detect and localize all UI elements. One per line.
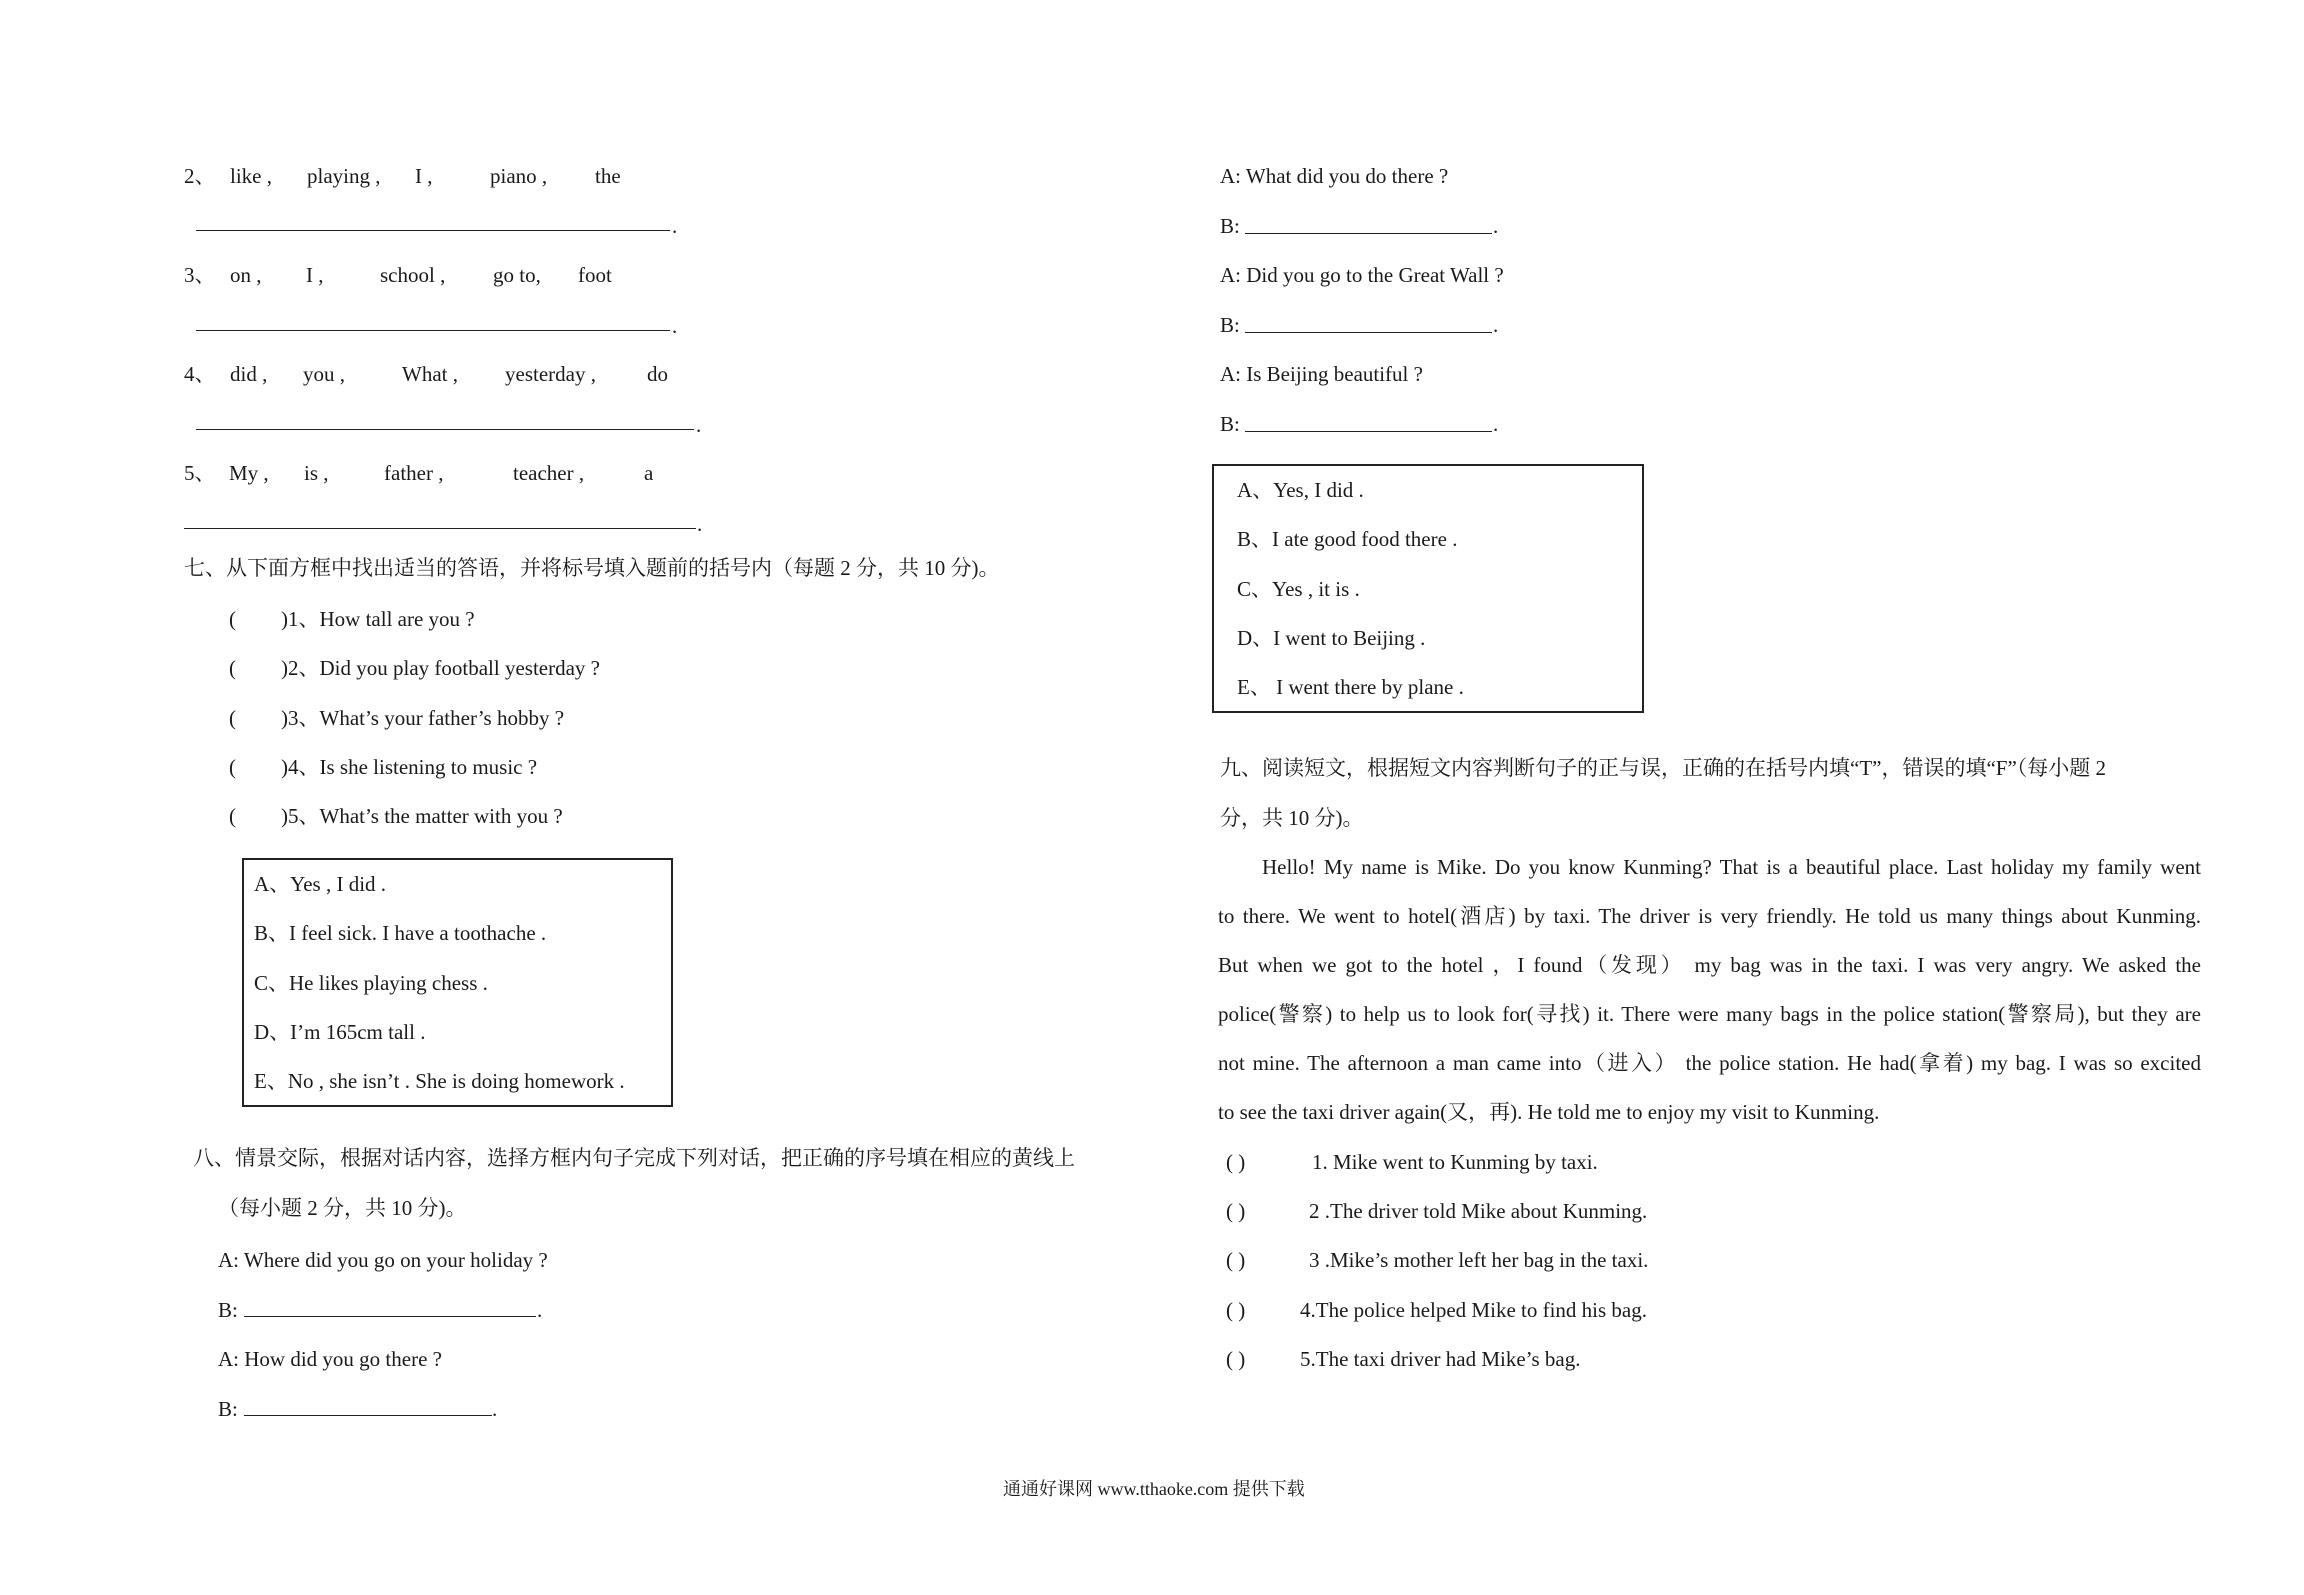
- statement-text: 5.The taxi driver had Mike’s bag.: [1300, 1347, 1581, 1371]
- option-c: C、He likes playing chess .: [254, 971, 488, 995]
- passage-line: to there. We went to hotel(酒店) by taxi. The driver is very friendly. He told us many things about Kunming.: [1218, 904, 2201, 928]
- word: piano ,: [490, 164, 548, 188]
- answer-line[interactable]: [196, 429, 694, 430]
- word: My ,: [229, 461, 269, 485]
- word: playing ,: [307, 164, 381, 188]
- word: I ,: [306, 263, 324, 287]
- question-number: 2、: [184, 164, 216, 188]
- question-text: )2、Did you play football yesterday ?: [281, 656, 600, 680]
- word: yesterday ,: [505, 362, 596, 386]
- option-b: B、I ate good food there .: [1237, 527, 1458, 551]
- option-a: A、Yes , I did .: [254, 872, 387, 896]
- question-text: )1、How tall are you ?: [281, 607, 475, 631]
- dialog-label: B:: [1220, 313, 1240, 337]
- answer-bracket[interactable]: ( ): [1226, 1248, 1246, 1272]
- section-heading-continued: 分，共 10 分)。: [1220, 806, 1364, 830]
- word: a: [644, 461, 654, 485]
- period: .: [672, 214, 678, 238]
- statement-text: 3 .Mike’s mother left her bag in the taxi.: [1309, 1248, 1649, 1272]
- word: you ,: [303, 362, 345, 386]
- dialog-line: A: Did you go to the Great Wall ?: [1220, 263, 1504, 287]
- dialog-label: B:: [218, 1298, 238, 1322]
- word: did ,: [230, 362, 268, 386]
- word: the: [595, 164, 621, 188]
- option-d: D、I’m 165cm tall .: [254, 1020, 426, 1044]
- answer-line[interactable]: [1245, 431, 1492, 432]
- question-text: )3、What’s your father’s hobby ?: [281, 706, 565, 730]
- word: father ,: [384, 461, 444, 485]
- period: .: [537, 1298, 543, 1322]
- word: do: [647, 362, 668, 386]
- statement-text: 2 .The driver told Mike about Kunming.: [1309, 1199, 1648, 1223]
- dialog-label: B:: [218, 1397, 238, 1421]
- answer-bracket[interactable]: (: [229, 607, 236, 631]
- dialog-line: A: Where did you go on your holiday ?: [218, 1248, 548, 1272]
- word: I ,: [415, 164, 433, 188]
- word: on ,: [230, 263, 262, 287]
- section-heading: 八、情景交际，根据对话内容，选择方框内句子完成下列对话，把正确的序号填在相应的黄线上: [193, 1146, 1075, 1170]
- question-text: )5、What’s the matter with you ?: [281, 804, 563, 828]
- period: .: [492, 1397, 498, 1421]
- answer-line[interactable]: [184, 528, 696, 529]
- word: is ,: [304, 461, 329, 485]
- answer-bracket[interactable]: (: [229, 755, 236, 779]
- statement-text: 1. Mike went to Kunming by taxi.: [1312, 1150, 1598, 1174]
- passage-line: to see the taxi driver again(又，再). He told me to enjoy my visit to Kunming.: [1218, 1100, 1880, 1124]
- answer-bracket[interactable]: ( ): [1226, 1347, 1246, 1371]
- option-d: D、I went to Beijing .: [1237, 626, 1426, 650]
- word: go to,: [493, 263, 541, 287]
- word: teacher ,: [513, 461, 585, 485]
- option-a: A、Yes, I did .: [1237, 478, 1364, 502]
- section-heading-continued: （每小题 2 分，共 10 分)。: [218, 1196, 467, 1220]
- option-e: E、No , she isn’t . She is doing homework .: [254, 1069, 625, 1093]
- answer-bracket[interactable]: (: [229, 706, 236, 730]
- statement-text: 4.The police helped Mike to find his bag.: [1300, 1298, 1648, 1322]
- question-number: 5、: [184, 461, 216, 485]
- word: What ,: [402, 362, 458, 386]
- passage-line: Hello! My name is Mike. Do you know Kunming? That is a beautiful place. Last holiday my family went: [1262, 855, 2201, 879]
- period: .: [697, 512, 703, 536]
- passage-line: not mine. The afternoon a man came into（进入） the police station. He had(拿着) my bag. I was so excited: [1218, 1051, 2201, 1075]
- section-heading: 九、阅读短文，根据短文内容判断句子的正与误，正确的在括号内填“T”，错误的填“F”（每小题 2: [1220, 756, 2107, 780]
- answer-bracket[interactable]: (: [229, 656, 236, 680]
- answer-line[interactable]: [1245, 332, 1492, 333]
- period: .: [1493, 313, 1499, 337]
- word: like ,: [230, 164, 272, 188]
- period: .: [696, 413, 702, 437]
- dialog-line: A: What did you do there ?: [1220, 164, 1449, 188]
- period: .: [1493, 412, 1499, 436]
- answer-line[interactable]: [1245, 233, 1492, 234]
- section-heading: 七、从下面方框中找出适当的答语，并将标号填入题前的括号内（每题 2 分，共 10 分)。: [184, 556, 1000, 580]
- passage-line: But when we got to the hotel ，I found（发现） my bag was in the taxi. I was very angry. We asked the: [1218, 953, 2201, 977]
- option-e: E、 I went there by plane .: [1237, 675, 1464, 699]
- question-number: 4、: [184, 362, 216, 386]
- dialog-label: B:: [1220, 214, 1240, 238]
- question-text: )4、Is she listening to music ?: [281, 755, 538, 779]
- dialog-label: B:: [1220, 412, 1240, 436]
- word: foot: [578, 263, 612, 287]
- answer-line[interactable]: [244, 1316, 536, 1317]
- question-number: 3、: [184, 263, 216, 287]
- dialog-line: A: How did you go there ?: [218, 1347, 442, 1371]
- answer-bracket[interactable]: ( ): [1226, 1150, 1246, 1174]
- option-c: C、Yes , it is .: [1237, 577, 1360, 601]
- answer-bracket[interactable]: ( ): [1226, 1199, 1246, 1223]
- passage-line: police(警察) to help us to look for(寻找) it. There were many bags in the police station(警察局), but they are: [1218, 1002, 2201, 1026]
- answer-line[interactable]: [244, 1415, 492, 1416]
- answer-bracket[interactable]: ( ): [1226, 1298, 1246, 1322]
- answer-line[interactable]: [196, 330, 670, 331]
- period: .: [672, 314, 678, 338]
- page-footer: 通通好课网 www.tthaoke.com 提供下载: [1003, 1479, 1305, 1499]
- answer-bracket[interactable]: (: [229, 804, 236, 828]
- dialog-line: A: Is Beijing beautiful ?: [1220, 362, 1423, 386]
- answer-line[interactable]: [196, 230, 670, 231]
- option-b: B、I feel sick. I have a toothache .: [254, 921, 547, 945]
- period: .: [1493, 214, 1499, 238]
- word: school ,: [380, 263, 446, 287]
